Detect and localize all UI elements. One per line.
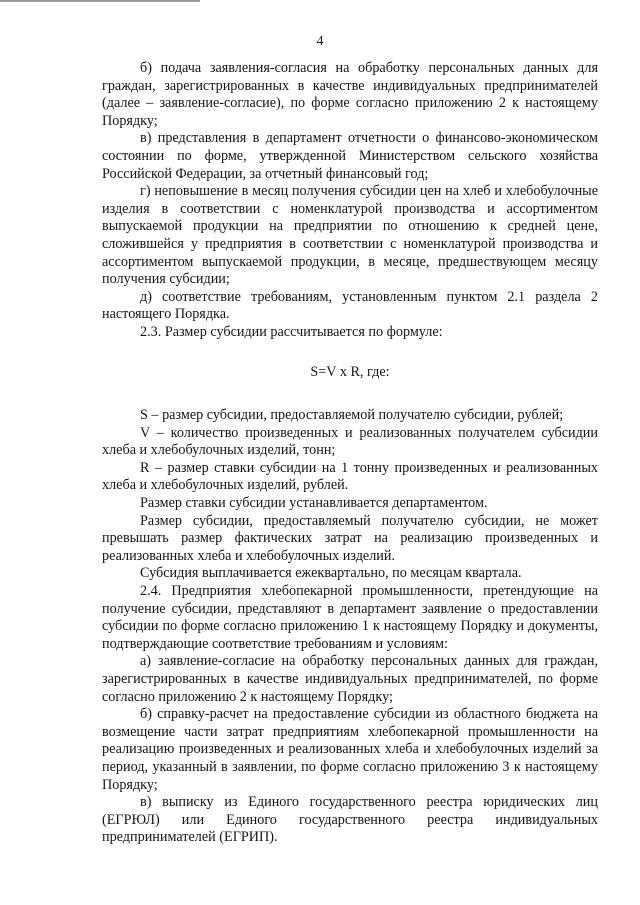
paragraph-d-requirements: д) соответствие требованиям, установленным пунктом 2.1 раздела 2 настоящего Порядка. <box>102 288 598 323</box>
paragraph-rate: Размер ставки субсидии устанавливается департаментом. <box>140 495 488 512</box>
paragraph-2-4: 2.4. Предприятия хлебопекарной промышленности, претендующие на получение субсидии, представляют в департамент заявление о предоставлении субсидии по форме согласно приложению 1 к настоящему Порядку и документы, подтверждающие соответствие требованиям и условиям: <box>102 583 598 652</box>
formula: S=V x R, где: <box>310 363 390 380</box>
paragraph-quarterly: Субсидия выплачивается ежеквартально, по месяцам квартала. <box>140 565 522 582</box>
top-rule <box>0 0 200 2</box>
definition-r: R – размер ставки субсидии на 1 тонну произведенных и реализованных хлеба и хлебобулочных изделий, рублей. <box>102 459 598 494</box>
paragraph-b-consent: б) подача заявления-согласия на обработку персональных данных для граждан, зарегистрированных в качестве индивидуальных предпринимателей (далее – заявление-согласие), по форме согласно приложению 2 к настоящему Порядку; <box>102 60 598 129</box>
item-a-consent: а) заявление-согласие на обработку персональных данных для граждан, зарегистрированных в качестве индивидуальных предпринимателей, по форме согласно приложению 2 к настоящему Порядку; <box>102 653 598 705</box>
paragraph-v-reporting: в) представления в департамент отчетности о финансово-экономическом состоянии по форме, утвержденной Министерством сельского хозяйства Российской Федерации, за отчетный финансовый год; <box>102 130 598 182</box>
paragraph-limit: Размер субсидии, предоставляемый получателю субсидии, не может превышать размер фактических затрат на реализацию произведенных и реализованных хлеба и хлебобулочных изделий. <box>102 512 598 564</box>
paragraph-2-3: 2.3. Размер субсидии рассчитывается по формуле: <box>140 323 443 340</box>
definition-s: S – размер субсидии, предоставляемой получателю субсидии, рублей; <box>140 407 564 424</box>
definition-v: V – количество произведенных и реализованных получателем субсидии хлеба и хлебобулочных изделий, тонн; <box>102 424 598 459</box>
item-b-certificate: б) справку-расчет на предоставление субсидии из областного бюджета на возмещение части затрат предприятиям хлебопекарной промышленности на реализацию произведенных и реализованных хлеба и хлебобулочных изделий за период, указанный в заявлении, по форме согласно приложению 3 к настоящему Порядку; <box>102 706 598 793</box>
document-body <box>102 60 598 847</box>
page-number: 4 <box>316 34 324 49</box>
paragraph-g-prices: г) неповышение в месяц получения субсидии цен на хлеб и хлебобулочные изделия в соответствии с номенклатурой производства и ассортиментом выпускаемой продукции на предприятии по отношению к средней цене, сложившейся у предприятия в соответствии с номенклатурой производства и ассортиментом выпускаемой продукции, в месяце, предшествующем месяцу получения субсидии; <box>102 183 598 288</box>
item-v-extract: в) выписку из Единого государственного реестра юридических лиц (ЕГРЮЛ) или Единого государственного реестра индивидуальных предпринимателей (ЕГРИП). <box>102 794 598 846</box>
